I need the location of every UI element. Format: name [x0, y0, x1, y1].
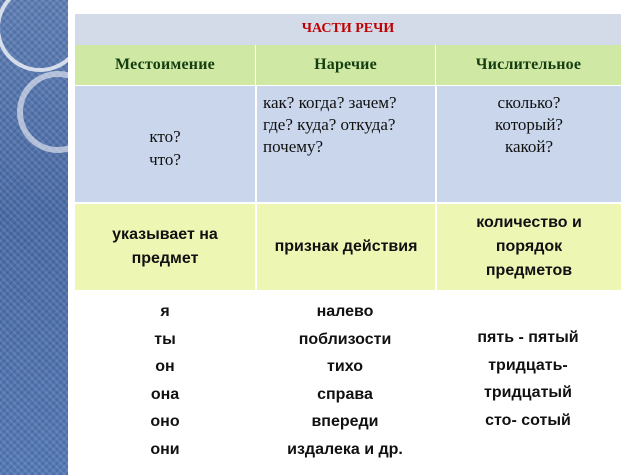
example-word: поблизости: [298, 330, 392, 348]
question-text: какой?: [504, 137, 554, 157]
example-word: впереди: [311, 413, 379, 431]
example-word: издалека и др.: [287, 440, 403, 458]
table-title-row: [75, 14, 621, 45]
decorative-circles: [0, 0, 68, 475]
question-text: который?: [495, 115, 563, 135]
example-word: она: [150, 385, 180, 403]
question-text: что?: [149, 149, 181, 169]
example-word: налево: [316, 303, 374, 320]
example-word: они: [150, 440, 180, 458]
question-text: как? когда? зачем?: [263, 93, 397, 112]
meaning-pronoun: [75, 204, 255, 290]
header-adverb: Наречие: [255, 45, 435, 85]
example-word: пять - пятый: [477, 329, 579, 346]
questions-adverb: [255, 86, 435, 203]
meaning-text: предмет: [131, 250, 199, 267]
examples-numeral: [435, 292, 621, 475]
meaning-text: признак действия: [274, 238, 418, 255]
example-word: ты: [154, 330, 176, 348]
meaning-numeral: [435, 204, 621, 290]
questions-numeral: [435, 86, 621, 203]
example-word: справа: [317, 385, 373, 403]
questions-pronoun: [75, 86, 255, 203]
questions-row: [75, 85, 621, 203]
meaning-text: предметов: [485, 262, 573, 279]
meaning-text: указывает на: [112, 226, 218, 243]
example-word: тридцатый: [484, 384, 572, 402]
meaning-adverb: [255, 204, 435, 290]
question-text: сколько?: [497, 93, 561, 112]
example-word: сто- сотый: [485, 411, 571, 429]
example-word: тридцать-: [488, 356, 568, 374]
header-row: [75, 45, 621, 85]
meaning-text: количество и: [476, 214, 582, 231]
example-word: я: [160, 303, 170, 320]
examples-pronoun: [75, 292, 255, 475]
meaning-text: порядок: [495, 238, 563, 255]
meaning-row: [75, 202, 621, 290]
header-pronoun: Местоимение: [115, 55, 215, 73]
example-word: тихо: [327, 358, 363, 376]
table-title: ЧАСТИ РЕЧИ: [301, 21, 395, 37]
example-word: он: [155, 358, 175, 376]
example-word: оно: [150, 413, 180, 431]
examples-row: [75, 292, 621, 475]
question-text: где? куда? откуда?: [263, 115, 396, 135]
header-numeral: Числительное: [435, 45, 621, 85]
parts-of-speech-table: [75, 14, 621, 475]
question-text: кто?: [149, 127, 181, 147]
decorative-side-strip: [0, 0, 68, 475]
question-text: почему?: [263, 137, 324, 157]
examples-adverb: [255, 292, 435, 475]
